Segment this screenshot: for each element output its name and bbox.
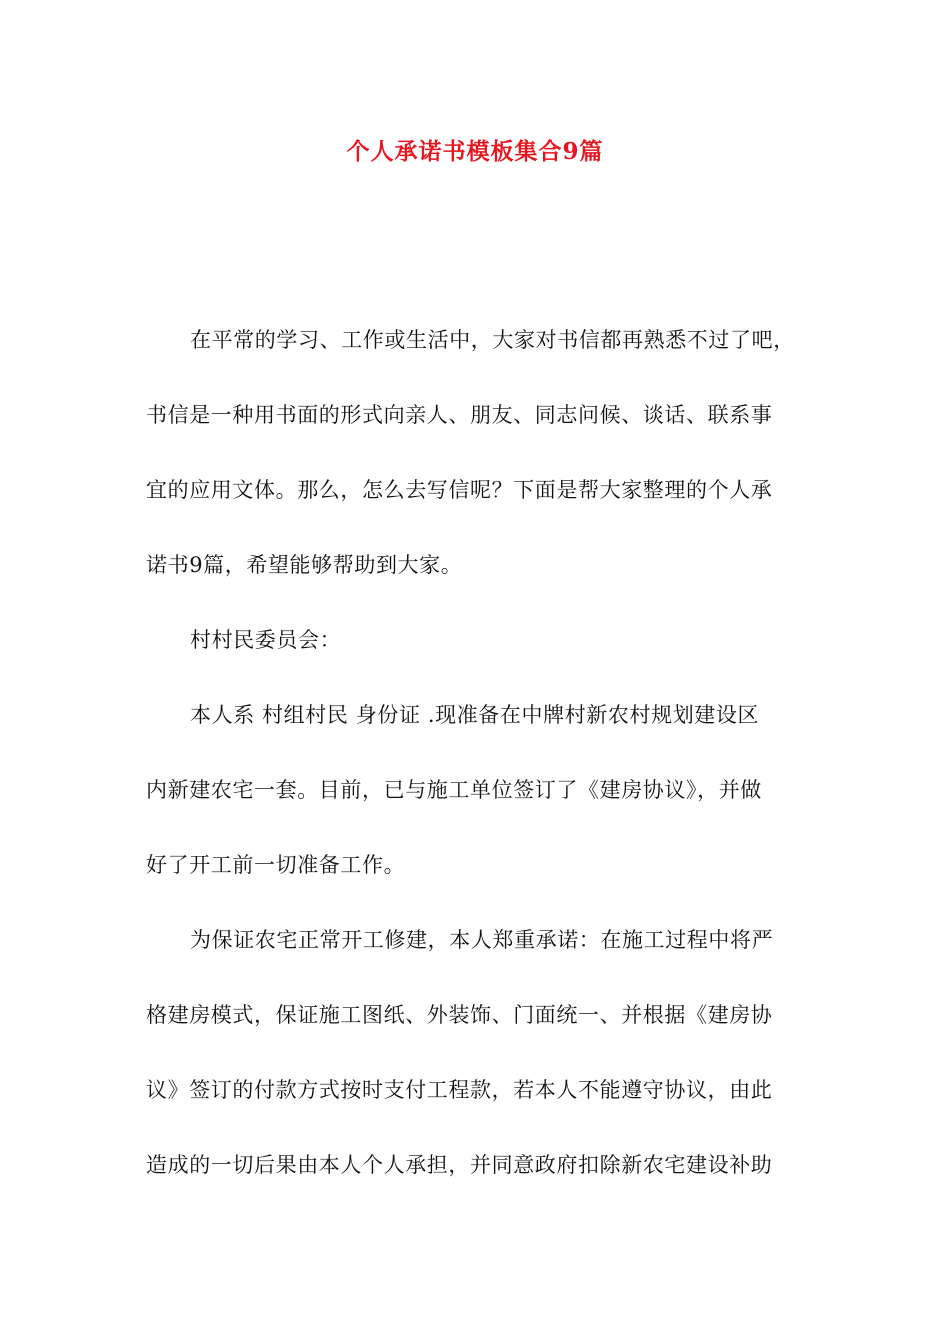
salutation: 村村民委员会：: [190, 628, 342, 652]
paragraph-3-line-1: 本人系 村组村民 身份证 .现准备在中牌村新农村规划建设区: [190, 703, 760, 727]
paragraph-3-line-3: 好了开工前一切准备工作。: [146, 853, 406, 877]
paragraph-1-line-1: 在平常的学习、工作或生活中，大家对书信都再熟悉不过了吧，: [190, 328, 795, 352]
paragraph-4-line-2: 格建房模式，保证施工图纸、外装饰、门面统一、并根据《建房协: [146, 1003, 773, 1027]
paragraph-1-line-4: 诺书9篇，希望能够帮助到大家。: [146, 553, 463, 577]
paragraph-1-line-3: 宜的应用文体。那么，怎么去写信呢？下面是帮大家整理的个人承: [146, 478, 773, 502]
paragraph-3-line-2: 内新建农宅一套。目前，已与施工单位签订了《建房协议》，并做: [146, 778, 762, 802]
paragraph-4-line-3: 议》签订的付款方式按时支付工程款，若本人不能遵守协议，由此: [146, 1078, 773, 1102]
paragraph-4-line-1: 为保证农宅正常开工修建，本人郑重承诺：在施工过程中将严: [190, 928, 774, 952]
paragraph-1-line-2: 书信是一种用书面的形式向亲人、朋友、同志问候、谈话、联系事: [146, 403, 773, 427]
document-title: 个人承诺书模板集合9篇: [346, 138, 604, 165]
paragraph-4-line-4: 造成的一切后果由本人个人承担，并同意政府扣除新农宅建设补助: [146, 1153, 773, 1177]
